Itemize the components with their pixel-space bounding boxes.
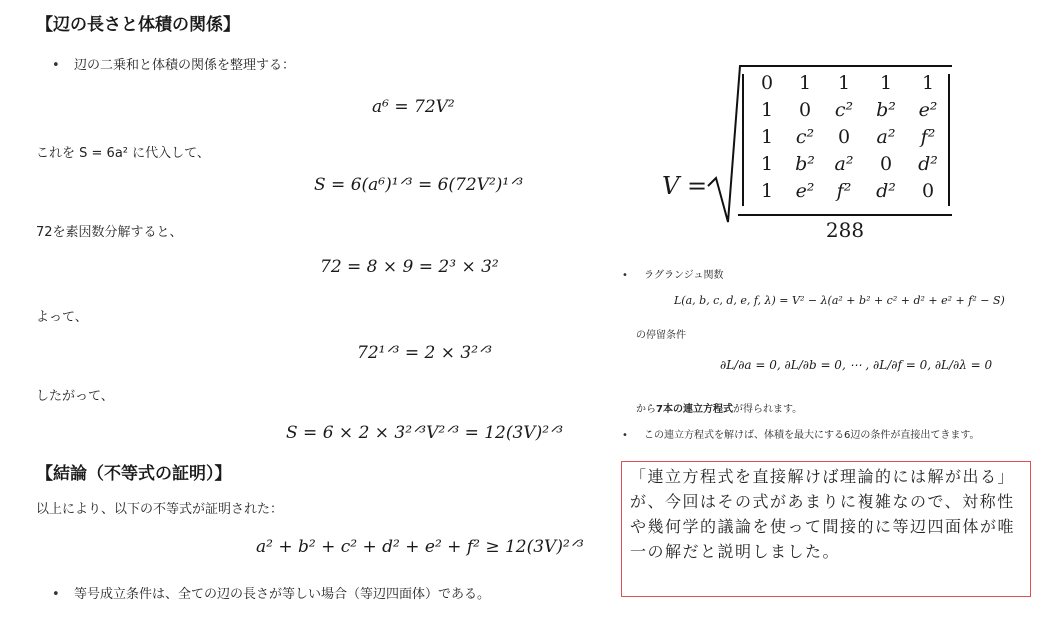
determinant-bar-right bbox=[948, 74, 950, 206]
matrix-cell: a² bbox=[876, 126, 896, 148]
equation-72-cube-root: 72¹ᐟ³ = 2 × 3²ᐟ³ bbox=[357, 343, 493, 363]
text-factorize: 72を素因数分解すると、 bbox=[36, 225, 183, 240]
seven-pre: から bbox=[636, 404, 656, 415]
equation-s-substituted: S = 6(a⁶)¹ᐟ³ = 6(72V²)¹ᐟ³ bbox=[314, 175, 524, 195]
stationary-label: の停留条件 bbox=[636, 330, 686, 341]
matrix-cell: e² bbox=[795, 180, 815, 202]
matrix-cell: d² bbox=[918, 153, 938, 175]
seven-equations-line bbox=[636, 400, 802, 415]
matrix-cell: 1 bbox=[837, 72, 851, 94]
matrix-cell: b² bbox=[795, 153, 815, 175]
matrix-cell: 1 bbox=[879, 72, 893, 94]
seven-bold: 7本の連立方程式 bbox=[656, 404, 733, 415]
matrix-cell: 1 bbox=[760, 99, 774, 121]
text-substitute: これを S = 6a² に代入して、 bbox=[36, 146, 210, 161]
matrix-cell: f² bbox=[920, 126, 936, 148]
matrix-cell: d² bbox=[876, 180, 896, 202]
denominator: 288 bbox=[825, 218, 865, 242]
equation-inequality: a² + b² + c² + d² + e² + f² ≥ 12(3V)²ᐟ³ bbox=[256, 537, 584, 557]
text-hence: したがって、 bbox=[36, 389, 114, 404]
equation-s-final: S = 6 × 2 × 3²ᐟ³V²ᐟ³ = 12(3V)²ᐟ³ bbox=[286, 423, 564, 443]
matrix-cell: f² bbox=[836, 180, 852, 202]
stationary-equations: ∂L/∂a = 0, ∂L/∂b = 0, ⋯ , ∂L/∂f = 0, ∂L/∂λ = 0 bbox=[720, 358, 993, 372]
matrix-cell: a² bbox=[834, 153, 854, 175]
matrix-cell: c² bbox=[834, 99, 854, 121]
red-callout-note: 「連立方程式を直接解けば理論的には解が出る」が、今回はその式があまりに複雑なので、対称性や幾何学的議論を使って間接的に等辺四面体が唯一の解だと説明しました。 bbox=[621, 461, 1031, 597]
matrix-cell: 0 bbox=[760, 72, 774, 94]
matrix-cell: 0 bbox=[921, 180, 935, 202]
equation-72-factorization: 72 = 8 × 9 = 2³ × 3² bbox=[320, 257, 499, 277]
fraction-bar bbox=[738, 214, 952, 216]
matrix-cell: 1 bbox=[798, 72, 812, 94]
matrix-cell: 1 bbox=[921, 72, 935, 94]
bullet-solve-note: • この連立方程式を解けば、体積を最大にする6辺の条件が直接出てきます。 bbox=[622, 426, 980, 441]
lagrange-equation: L(a, b, c, d, e, f, λ) = V² − λ(a² + b² + c² + d² + e² + f² − S) bbox=[674, 294, 1005, 307]
determinant-bar-left bbox=[742, 74, 744, 206]
bullet-equality-condition: • 等号成立条件は、全ての辺の長さが等しい場合（等辺四面体）である。 bbox=[52, 583, 490, 602]
matrix-cell: c² bbox=[795, 126, 815, 148]
matrix-cell: 1 bbox=[760, 153, 774, 175]
matrix-cell: 0 bbox=[798, 99, 812, 121]
bullet-lagrange: • ラグランジュ関数 bbox=[622, 266, 724, 281]
text-inequality-proven: 以上により、以下の不等式が証明された： bbox=[36, 502, 284, 517]
matrix-cell: b² bbox=[876, 99, 896, 121]
seven-post: が得られます。 bbox=[732, 404, 803, 415]
matrix-cell: 0 bbox=[879, 153, 893, 175]
heading-edge-volume: 【辺の長さと体積の関係】 bbox=[36, 15, 240, 35]
equation-a6: a⁶ = 72V² bbox=[372, 97, 455, 117]
matrix-cell: e² bbox=[918, 99, 938, 121]
matrix-cell: 1 bbox=[760, 180, 774, 202]
bullet-organize: • 辺の二乗和と体積の関係を整理する： bbox=[52, 54, 295, 73]
text-therefore: よって、 bbox=[36, 310, 88, 325]
matrix-cell: 1 bbox=[760, 126, 774, 148]
heading-conclusion: 【結論（不等式の証明）】 bbox=[36, 464, 232, 484]
volume-lhs: V = bbox=[662, 172, 708, 200]
matrix-cell: 0 bbox=[837, 126, 851, 148]
